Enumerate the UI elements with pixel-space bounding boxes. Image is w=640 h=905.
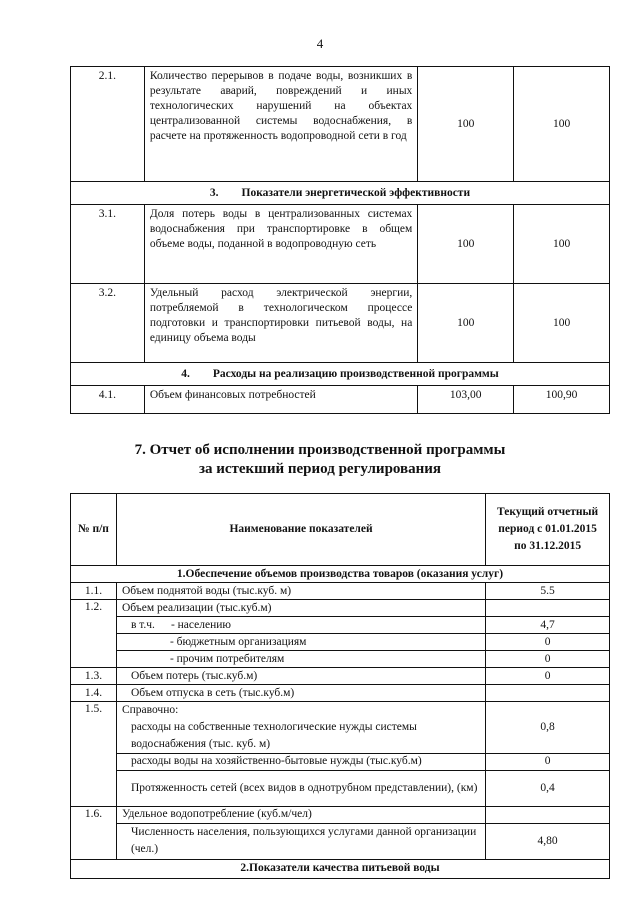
section-row <box>71 182 610 205</box>
sub-indicator-name: - населению <box>170 618 231 631</box>
indicator-name: Объем потерь (тыс.куб.м) <box>116 668 485 685</box>
table-row <box>71 753 610 770</box>
indicator-name <box>116 617 485 634</box>
table-row <box>71 685 610 702</box>
table-row <box>71 284 610 363</box>
actual-value: 100 <box>514 205 610 284</box>
indicator-value <box>486 806 610 823</box>
section-row <box>71 859 610 878</box>
table-row <box>71 600 610 617</box>
plan-value: 100 <box>418 284 514 363</box>
table-row <box>71 67 610 182</box>
indicator-name: Количество перерывов в подаче воды, возникших в результате аварий, повреждений и иных технологических нарушений на объектах централизованной системы водоснабжения, в расчете на протяженность водопроводной сети в год <box>144 67 417 182</box>
indicator-name: Объем финансовых потребностей <box>144 386 417 414</box>
indicator-name: Удельное водопотребление (куб.м/чел) <box>116 806 485 823</box>
header-row <box>71 494 610 566</box>
row-number: 1.3. <box>71 668 117 685</box>
indicator-value: 0 <box>486 651 610 668</box>
table-row <box>71 386 610 414</box>
table-row <box>71 634 610 651</box>
row-number: 1.2. <box>71 600 117 668</box>
column-header-name: Наименование показателей <box>116 494 485 566</box>
indicator-name: Объем реализации (тыс.куб.м) <box>116 600 485 617</box>
indicator-value: 4,7 <box>486 617 610 634</box>
indicator-name: Объем отпуска в сеть (тыс.куб.м) <box>116 685 485 702</box>
section-title: 2.Показатели качества питьевой воды <box>71 859 610 878</box>
indicator-name: Удельный расход электрической энергии, потребляемой в технологическом процессе подготовки и транспортировки питьевой воды, на единицу объема воды <box>144 284 417 363</box>
table-row <box>71 806 610 823</box>
row-number: 1.5. <box>71 702 117 807</box>
report-heading-line1: 7. Отчет об исполнении производственной программы <box>134 442 506 458</box>
indicator-name: Доля потерь воды в централизованных системах водоснабжения при транспортировке в общем объеме воды, поданной в водопроводную сеть <box>144 205 417 284</box>
indicator-value: 0 <box>486 753 610 770</box>
section-row <box>71 363 610 386</box>
plan-value: 103,00 <box>418 386 514 414</box>
row-number: 1.6. <box>71 806 117 859</box>
indicator-name: Объем поднятой воды (тыс.куб. м) <box>116 583 485 600</box>
plan-value: 100 <box>418 67 514 182</box>
indicator-value: 5.5 <box>486 583 610 600</box>
indicator-name: - прочим потребителям <box>116 651 485 668</box>
indicator-value: 0 <box>486 668 610 685</box>
section-title: 3. Показатели энергетической эффективности <box>71 182 610 205</box>
column-header-period: Текущий отчетный период с 01.01.2015 по 31.12.2015 <box>486 494 610 566</box>
table-row <box>71 702 610 719</box>
table-row <box>71 583 610 600</box>
actual-value: 100 <box>514 284 610 363</box>
prefix-label: в т.ч. <box>130 618 155 631</box>
column-header-number: № п/п <box>71 494 117 566</box>
indicator-name: Справочно: <box>116 702 485 719</box>
row-number: 2.1. <box>71 67 145 182</box>
table-row <box>71 668 610 685</box>
indicator-value <box>486 685 610 702</box>
table-row <box>71 770 610 806</box>
table-row <box>71 651 610 668</box>
row-number: 3.2. <box>71 284 145 363</box>
report-heading-line2: за истекший период регулирования <box>198 461 442 477</box>
indicator-name: Протяженность сетей (всех видов в однотрубном представлении), (км) <box>116 770 485 806</box>
indicator-value: 0,8 <box>486 702 610 754</box>
indicator-name: расходы на собственные технологические нужды системы водоснабжения (тыс. куб. м) <box>116 719 485 754</box>
row-number: 1.1. <box>71 583 117 600</box>
table-row <box>71 617 610 634</box>
page-number: 4 <box>316 36 324 51</box>
actual-value: 100 <box>514 67 610 182</box>
indicator-value: 4,80 <box>486 823 610 859</box>
plan-value: 100 <box>418 205 514 284</box>
indicator-value: 0 <box>486 634 610 651</box>
row-number: 1.4. <box>71 685 117 702</box>
table-row <box>71 205 610 284</box>
indicator-name: - бюджетным организациям <box>116 634 485 651</box>
indicator-name: расходы воды на хозяйственно-бытовые нужды (тыс.куб.м) <box>116 753 485 770</box>
report-table <box>70 493 610 879</box>
table-row <box>71 823 610 859</box>
section-title: 4. Расходы на реализацию производственной программы <box>71 363 610 386</box>
section-row <box>71 566 610 583</box>
indicator-name: Численность населения, пользующихся услугами данной организации (чел.) <box>116 823 485 859</box>
row-number: 4.1. <box>71 386 145 414</box>
indicator-value: 0,4 <box>486 770 610 806</box>
section-title: 1.Обеспечение объемов производства товаров (оказания услуг) <box>71 566 610 583</box>
actual-value: 100,90 <box>514 386 610 414</box>
row-number: 3.1. <box>71 205 145 284</box>
indicators-table <box>70 66 610 414</box>
indicator-value <box>486 600 610 617</box>
